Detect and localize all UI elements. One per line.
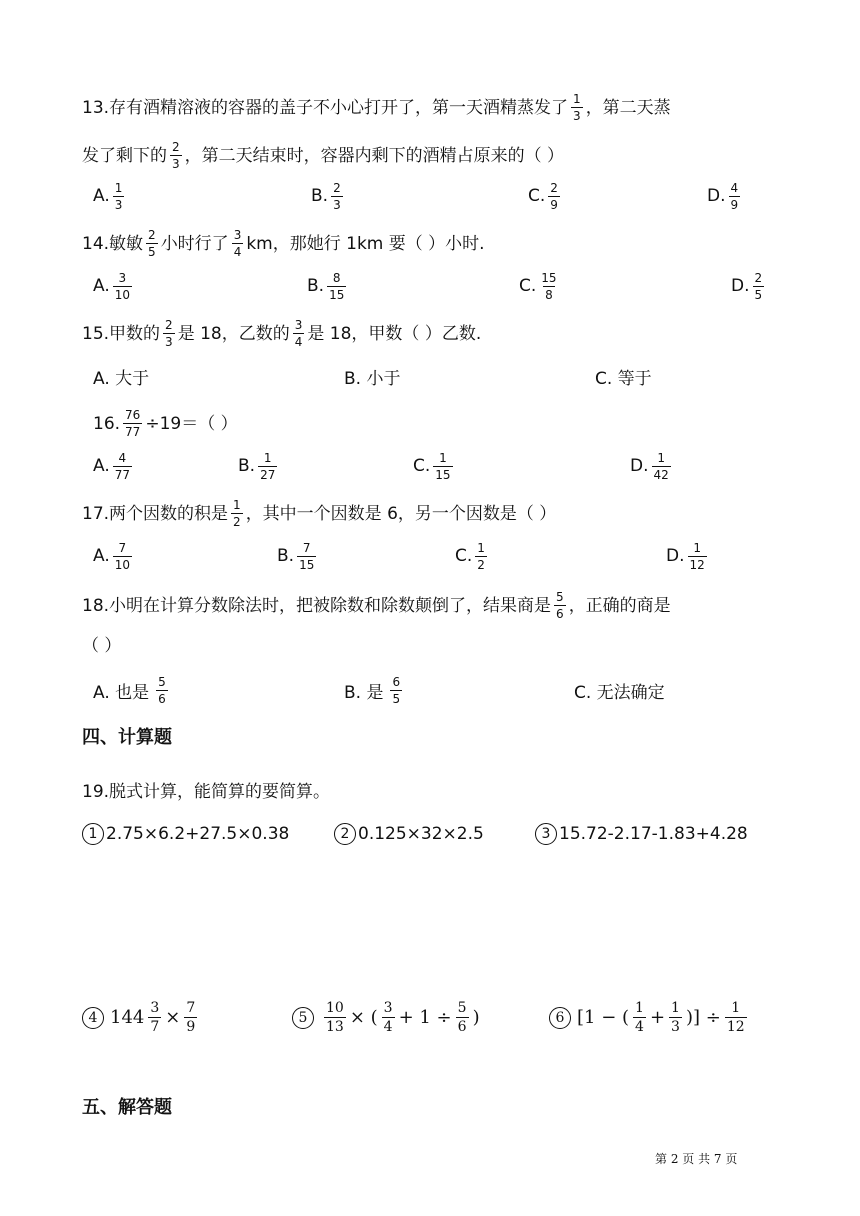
q14-text-b: 小时行了 [160, 233, 229, 254]
q13-fraction-2: $\frac{2}{3}$ [172, 140, 180, 171]
q19-item-5-fraction-2: $\frac{3}{4}$ [383, 1000, 393, 1035]
circled-number-5: 5 [292, 1007, 314, 1029]
q16-option-b[interactable]: B. $\frac{1}{27}$ [238, 450, 276, 482]
q15-fraction-1: $\frac{2}{3}$ [165, 318, 173, 349]
q17-option-a[interactable]: A. $\frac{7}{10}$ [93, 540, 131, 572]
q16-option-a[interactable]: A. $\frac{4}{77}$ [93, 450, 131, 482]
q18-text-b: ，正确的商是 [568, 595, 671, 616]
q19-item-4-whole: 144 [110, 1006, 145, 1028]
q17-text-a: 17.两个因数的积是 [82, 503, 229, 524]
q19-item-1 [82, 822, 289, 846]
q16-text-b: ÷19＝（ ） [145, 413, 238, 434]
q19-item-5 [292, 1000, 480, 1035]
q15-option-a[interactable]: A. 大于 [93, 368, 150, 389]
section-heading-answer: 五、解答题 [82, 1097, 172, 1118]
q14-text-c: km，那她行 1km 要（ ）小时. [246, 233, 485, 254]
q15-stem [82, 318, 481, 349]
q13-line1 [82, 92, 671, 123]
q19-item-2 [334, 822, 484, 846]
q18-text-a: 18.小明在计算分数除法时，把被除数和除数颠倒了，结果商是 [82, 595, 552, 616]
q16-fraction-1: $\frac{76}{77}$ [125, 408, 141, 439]
q13-fraction-1: $\frac{1}{3}$ [573, 92, 581, 123]
q17-option-d[interactable]: D. $\frac{1}{12}$ [666, 540, 705, 572]
section-heading-calculation: 四、计算题 [82, 727, 172, 748]
q14-fraction-2: $\frac{3}{4}$ [233, 228, 242, 259]
q13-text-c: 发了剩下的 [82, 145, 167, 166]
q16-option-d[interactable]: D. $\frac{1}{42}$ [630, 450, 669, 482]
q19-item-4 [82, 1000, 201, 1035]
q19-item-4-operator: × [165, 1006, 181, 1028]
q19-item-6-fraction-3: $\frac{1}{12}$ [726, 1000, 745, 1035]
q19-item-5-operator-2: + 1 ÷ [398, 1006, 452, 1028]
q13-line2 [82, 140, 564, 171]
q17-text-b: ，其中一个因数是 6，另一个因数是（ ） [245, 503, 557, 524]
q14-options [0, 266, 860, 306]
q19-item-6-fraction-2: $\frac{1}{3}$ [671, 1000, 680, 1035]
q19-item-5-close-paren: ) [472, 1006, 480, 1028]
q14-option-a[interactable]: A. $\frac{3}{10}$ [93, 270, 131, 302]
q16-options [0, 446, 860, 486]
q17-option-b[interactable]: B. $\frac{7}{15}$ [277, 540, 315, 572]
q15-options [0, 356, 860, 396]
q13-option-b[interactable]: B. $\frac{2}{3}$ [311, 180, 341, 212]
q18-stem [82, 590, 671, 621]
q18-option-a[interactable]: A. 也是 $\frac{5}{6}$ [93, 674, 166, 706]
q13-option-c[interactable]: C. $\frac{2}{9}$ [528, 180, 558, 212]
q18-option-b[interactable]: B. 是 $\frac{6}{5}$ [344, 674, 401, 706]
q19-item-6-plus: + [649, 1006, 666, 1028]
q15-option-b[interactable]: B. 小于 [344, 368, 401, 389]
q19-item-6 [549, 1000, 751, 1035]
q15-text-a: 15.甲数的 [82, 323, 161, 344]
q18-fraction-1: $\frac{5}{6}$ [556, 590, 564, 621]
q19-item-3 [535, 822, 748, 846]
q15-text-c: 是 18，甲数（ ）乙数. [307, 323, 482, 344]
q18-options [0, 670, 860, 710]
q13-options [0, 176, 860, 216]
q14-option-c[interactable]: C. $\frac{15}{8}$ [519, 270, 557, 302]
q17-options [0, 536, 860, 576]
circled-number-1: 1 [82, 823, 104, 845]
q14-option-d[interactable]: D. $\frac{2}{5}$ [731, 270, 763, 302]
q16-text-a: 16. [93, 413, 121, 434]
q19-item-2-expression: 0.125×32×2.5 [358, 824, 484, 844]
q15-text-b: 是 18，乙数的 [177, 323, 290, 344]
q13-text-d: ，第二天结束时，容器内剩下的酒精占原来的（ ） [184, 145, 565, 166]
q14-fraction-1: $\frac{2}{5}$ [148, 228, 156, 259]
q19-item-3-expression: 15.72-2.17-1.83+4.28 [559, 824, 748, 844]
q14-text-a: 14.敏敏 [82, 233, 144, 254]
q19-item-6-close: )] ÷ [685, 1006, 721, 1028]
q13-option-a[interactable]: A. $\frac{1}{3}$ [93, 180, 123, 212]
q17-fraction-1: $\frac{1}{2}$ [233, 498, 241, 529]
circled-number-2: 2 [334, 823, 356, 845]
q13-text-b: ，第二天蒸 [585, 97, 671, 118]
q19-item-5-fraction-1: $\frac{10}{13}$ [326, 1000, 344, 1035]
q19-item-5-fraction-3: $\frac{5}{6}$ [457, 1000, 467, 1035]
q14-stem [82, 228, 485, 259]
q18-answer-blank: （ ） [82, 636, 122, 656]
q13-text-a: 13.存有酒精溶液的容器的盖子不小心打开了，第一天酒精蒸发了 [82, 97, 569, 118]
q19-item-4-fraction-2: $\frac{7}{9}$ [186, 1000, 196, 1035]
q19-item-1-expression: 2.75×6.2+27.5×0.38 [106, 824, 290, 844]
q17-stem [82, 498, 556, 529]
q18-option-c[interactable]: C. 无法确定 [574, 682, 665, 703]
q19-item-4-fraction-1: $\frac{3}{7}$ [150, 1000, 160, 1035]
circled-number-6: 6 [549, 1007, 571, 1029]
q16-stem [93, 408, 238, 439]
q19-item-6-open: [1 − ( [577, 1006, 630, 1028]
q14-option-b[interactable]: B. $\frac{8}{15}$ [307, 270, 345, 302]
page-footer: 第 2 页 共 7 页 [655, 1152, 738, 1166]
circled-number-4: 4 [82, 1007, 104, 1029]
q19-item-5-operator-1: × ( [349, 1006, 378, 1028]
q17-option-c[interactable]: C. $\frac{1}{2}$ [455, 540, 485, 572]
circled-number-3: 3 [535, 823, 557, 845]
q15-fraction-2: $\frac{3}{4}$ [294, 318, 303, 349]
q15-option-c[interactable]: C. 等于 [595, 368, 652, 389]
q19-item-6-fraction-1: $\frac{1}{4}$ [635, 1000, 644, 1035]
q16-option-c[interactable]: C. $\frac{1}{15}$ [413, 450, 451, 482]
q19-title: 19.脱式计算，能简算的要简算。 [82, 782, 331, 802]
q13-option-d[interactable]: D. $\frac{4}{9}$ [707, 180, 739, 212]
